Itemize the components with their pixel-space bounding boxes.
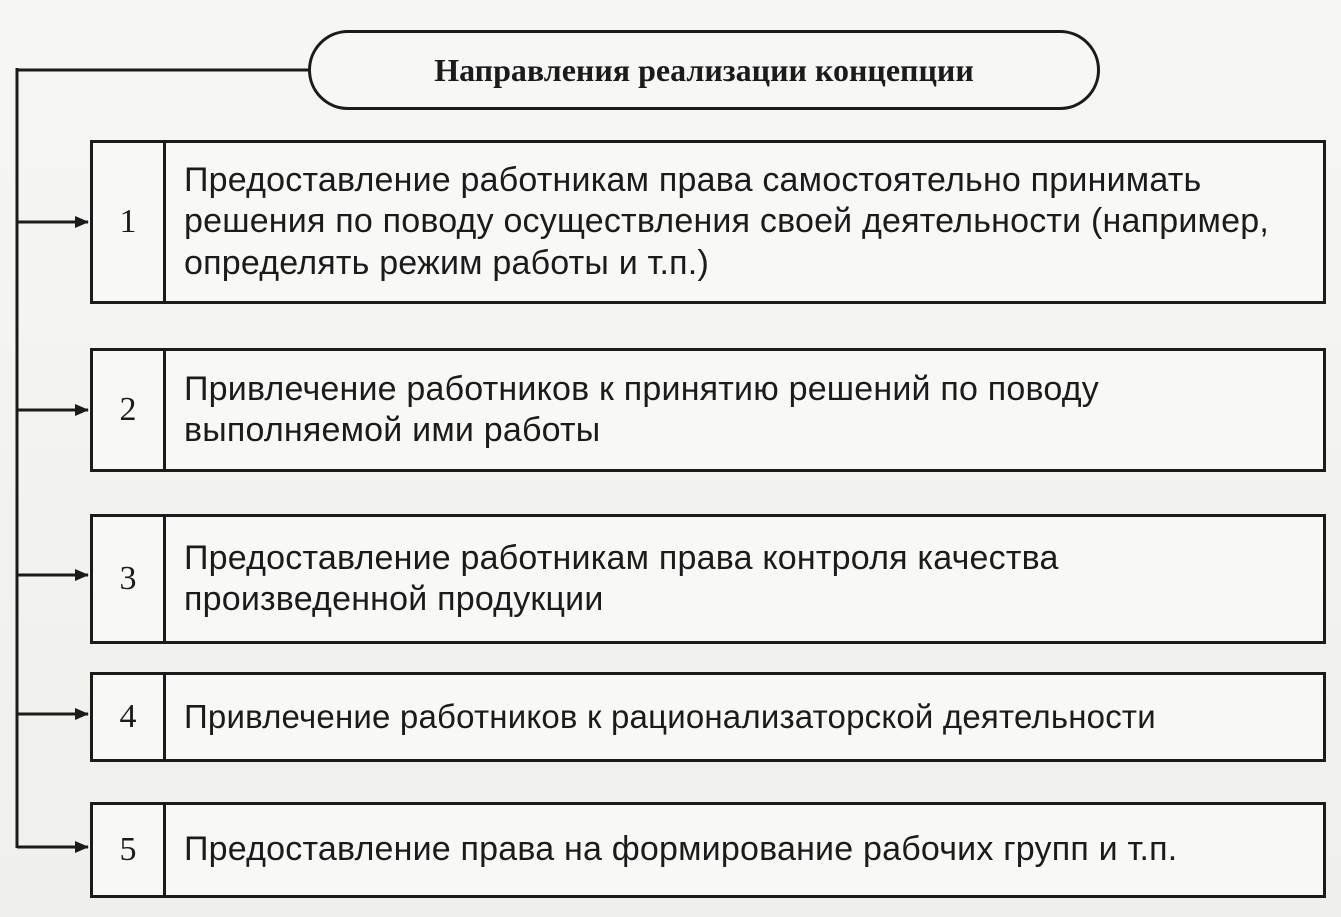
item-text-content: Предоставление работникам права самостоятельно принимать решения по поводу осуществления своей деятельности (например, определять режим работы и т.п.) bbox=[184, 160, 1269, 282]
item-box-1 bbox=[90, 140, 1326, 304]
item-number: 3 bbox=[93, 517, 166, 641]
item-number: 5 bbox=[93, 805, 166, 895]
item-number: 1 bbox=[93, 143, 166, 301]
item-box-2 bbox=[90, 348, 1326, 472]
item-number: 4 bbox=[93, 675, 166, 759]
item-box-4 bbox=[90, 672, 1326, 762]
item-text bbox=[166, 805, 1323, 895]
title-pill bbox=[308, 30, 1100, 110]
item-text bbox=[166, 143, 1323, 301]
item-box-5 bbox=[90, 802, 1326, 898]
diagram-title: Направления реализации концепции bbox=[434, 51, 974, 88]
item-text-content: Предоставление работникам права контроля качества произведенной продукции bbox=[184, 538, 1059, 618]
item-text bbox=[166, 675, 1323, 759]
item-number: 2 bbox=[93, 351, 166, 469]
item-box-3 bbox=[90, 514, 1326, 644]
item-text-content: Привлечение работников к принятию решений по поводу выполняемой ими работы bbox=[184, 369, 1099, 449]
item-text-content: Предоставление права на формирование рабочих групп и т.п. bbox=[184, 830, 1178, 869]
item-text bbox=[166, 351, 1323, 469]
item-text-content: Привлечение работников к рационализаторской деятельности bbox=[184, 697, 1156, 735]
item-text bbox=[166, 517, 1323, 641]
